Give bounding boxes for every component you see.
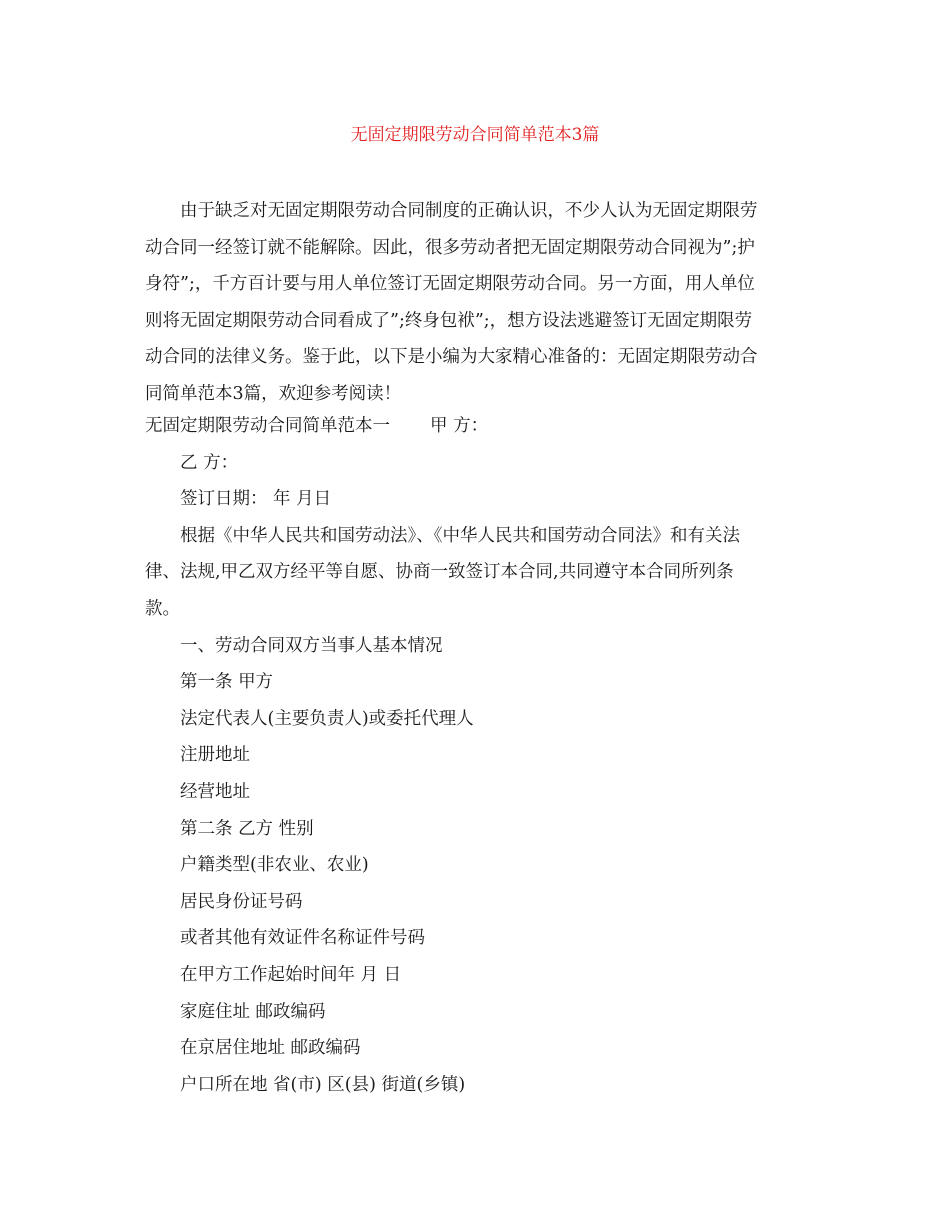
law-basis-line: 律、法规,甲乙双方经平等自愿、协商一致签订本合同,共同遵守本合同所列条 <box>145 562 734 583</box>
clause-item: 家庭住址 邮政编码 <box>180 1001 326 1022</box>
clause-item: 在甲方工作起始时间年 月 日 <box>180 964 402 985</box>
clause-heading: 一、劳动合同双方当事人基本情况 <box>180 635 443 656</box>
party-a-label: 甲 方： <box>430 416 489 436</box>
intro-line: 由于缺乏对无固定期限劳动合同制度的正确认识，不少人认为无固定期限劳 <box>180 201 758 221</box>
clause-item: 户籍类型(非农业、农业) <box>180 855 369 876</box>
party-b-label: 乙 方： <box>180 452 239 473</box>
clause-item: 注册地址 <box>180 745 250 766</box>
intro-line: 动合同的法律义务。鉴于此，以下是小编为大家精心准备的：无固定期限劳动合 <box>145 347 758 368</box>
clause-item: 法定代表人(主要负责人)或委托代理人 <box>180 708 474 729</box>
clause-item: 第一条 甲方 <box>180 672 274 693</box>
section-heading: 无固定期限劳动合同简单范本一 <box>145 416 390 436</box>
contract-body <box>145 408 805 1103</box>
intro-paragraph <box>145 193 805 413</box>
clause-item: 在京居住地址 邮政编码 <box>180 1038 361 1059</box>
intro-line: 则将无固定期限劳动合同看成了”;终身包袱”;，想方设法逃避签订无固定期限劳 <box>145 310 753 331</box>
clause-item: 户口所在地 省(市) 区(县) 街道(乡镇) <box>180 1074 466 1095</box>
intro-line: 动合同一经签订就不能解除。因此，很多劳动者把无固定期限劳动合同视为”;护 <box>145 237 755 258</box>
intro-line: 同简单范本3篇，欢迎参考阅读！ <box>145 383 402 404</box>
section-heading-line <box>145 408 805 445</box>
law-basis-line: 根据《中华人民共和国劳动法》、《中华人民共和国劳动合同法》和有关法 <box>180 525 740 546</box>
clause-item: 居民身份证号码 <box>180 891 303 912</box>
intro-line: 身符”;，千方百计要与用人单位签订无固定期限劳动合同。另一方面，用人单位 <box>145 274 755 295</box>
clause-item: 经营地址 <box>180 781 250 802</box>
clause-item: 或者其他有效证件名称证件号码 <box>180 928 425 949</box>
document-title: 无固定期限劳动合同简单范本3篇 <box>350 125 600 145</box>
sign-date-label: 签订日期： 年 月日 <box>180 489 332 510</box>
law-basis-line: 款。 <box>145 598 180 619</box>
clause-item: 第二条 乙方 性别 <box>180 818 314 839</box>
